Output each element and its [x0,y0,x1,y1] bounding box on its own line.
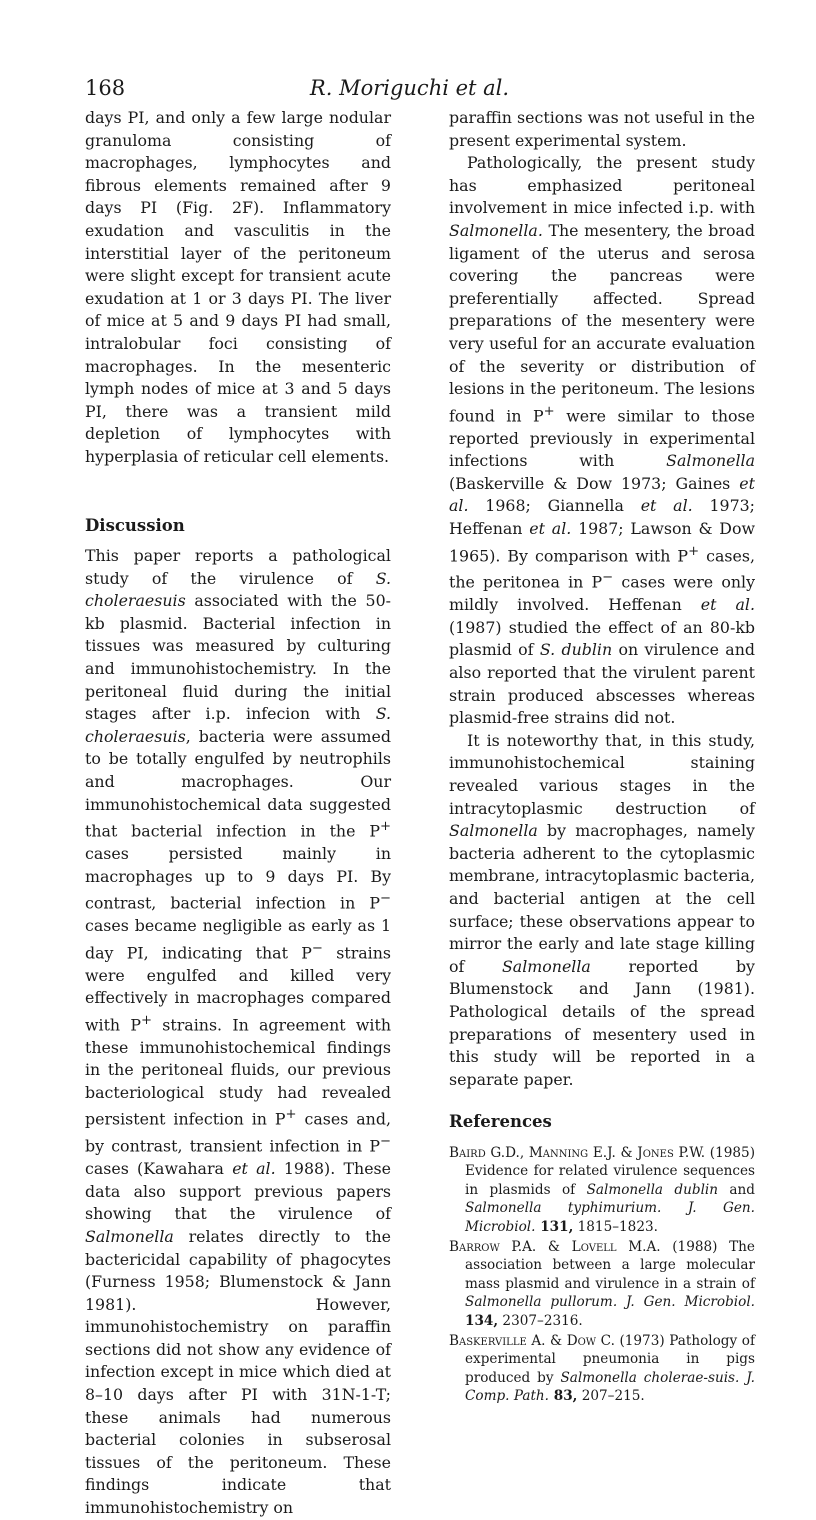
references-heading: References [449,1112,552,1132]
left-column [85,107,391,1520]
discussion-heading: Discussion [85,515,185,535]
right-column [449,107,755,1408]
discussion-paragraph-1: This paper reports a pathological study of the virulence of S. choleraesuis associated with the 50-kb plasmid. Bacterial infection in tissues was measured by culturing and immunohistochemistry. In the peritoneal fluid during the initial stages after i.p. infecion with S. choleraesuis, bacteria were assumed to be totally engulfed by neutrophils and macrophages. Our immunohistochemical data suggested that bacterial infection in the P+ cases persisted mainly in macrophages up to 9 days PI. By contrast, bacterial infection in P− cases became negligible as early as 1 day PI, indicating that P− strains were engulfed and killed very effectively in macrophages compared with P+ strains. In agreement with these immunohistochemical findings in the peritoneal fluids, our previous bacteriological study had revealed persistent infection in P+ cases and, by contrast, transient infection in P− cases (Kawahara et al. 1988). These data also support previous papers showing that the virulence of Salmonella relates directly to the bactericidal capability of phagocytes (Furness 1958; Blumenstock & Jann 1981). However, immunohistochemistry on paraffin sections did not show any evidence of infection except in mice which died at 8–10 days after PI with 31N-1-T; these animals had numerous bacterial colonies in subserosal tissues of the peritoneum. These findings indicate that immunohistochemistry on [85,546,391,1518]
results-paragraph: days PI, and only a few large nodular granuloma consisting of macrophages, lymphocytes and fibrous elements remained after 9 days PI (Fig. 2F). Inflammatory exudation and vasculitis in the interstitial layer of the peritoneum were slight except for transient acute exudation at 1 or 3 days PI. The liver of mice at 5 and 9 days PI had small, intralobular foci consisting of macrophages. In the mesenteric lymph nodes of mice at 3 and 5 days PI, there was a transient mild depletion of lymphocytes with hyperplasia of reticular cell elements. [85,108,391,466]
references-list [449,1144,755,1406]
discussion-paragraph-2: Pathologically, the present study has emphasized peritoneal involvement in mice infected i.p. with Salmonella. The mesentery, the broad ligament of the uterus and serosa covering the pancreas were preferentially affected. Spread preparations of the mesentery were very useful for an accurate evaluation of the severity or distribution of lesions in the peritoneum. The lesions found in P+ were similar to those reported previously in experimental infections with Salmonella (Baskerville & Dow 1973; Gaines et al. 1968; Giannella et al. 1973; Heffenan et al. 1987; Lawson & Dow 1965). By comparison with P+ cases, the peritonea in P− cases were only mildly involved. Heffenan et al. (1987) studied the effect of an 80-kb plasmid of S. dublin on virulence and also reported that the virulent parent strain produced abscesses whereas plasmid-free strains did not. [449,153,756,728]
running-head: R. Moriguchi et al. [309,76,510,100]
page-number: 168 [85,76,126,100]
reference-item: Baird G.D., Manning E.J. & Jones P.W. (1985) Evidence for related virulence sequences in plasmids of Salmonella dublin and Salmonella typhimurium. J. Gen. Microbiol. 131, 1815–1823. [449,1144,755,1235]
discussion-paragraph-continued: paraffin sections was not useful in the present experimental system. [449,108,755,150]
page-header [85,76,734,104]
discussion-paragraph-3: It is noteworthy that, in this study, immunohistochemical staining revealed various stages in the intracytoplasmic destruction of Salmonella by macrophages, namely bacteria adherent to the cytoplasmic membrane, intracytoplasmic bacteria, and bacterial antigen at the cell surface; these observations appear to mirror the early and late stage killing of Salmonella reported by Blumenstock and Jann (1981). Pathological details of the spread preparations of mesentery used in this study will be reported in a separate paper. [449,730,755,1089]
reference-item: Baskerville A. & Dow C. (1973) Pathology of experimental pneumonia in pigs produced by Salmonella cholerae-suis. J. Comp. Path. 83, 207–215. [449,1332,755,1405]
reference-item: Barrow P.A. & Lovell M.A. (1988) The association between a large molecular mass plasmid and virulence in a strain of Salmonella pullorum. J. Gen. Microbiol. 134, 2307–2316. [449,1238,755,1329]
